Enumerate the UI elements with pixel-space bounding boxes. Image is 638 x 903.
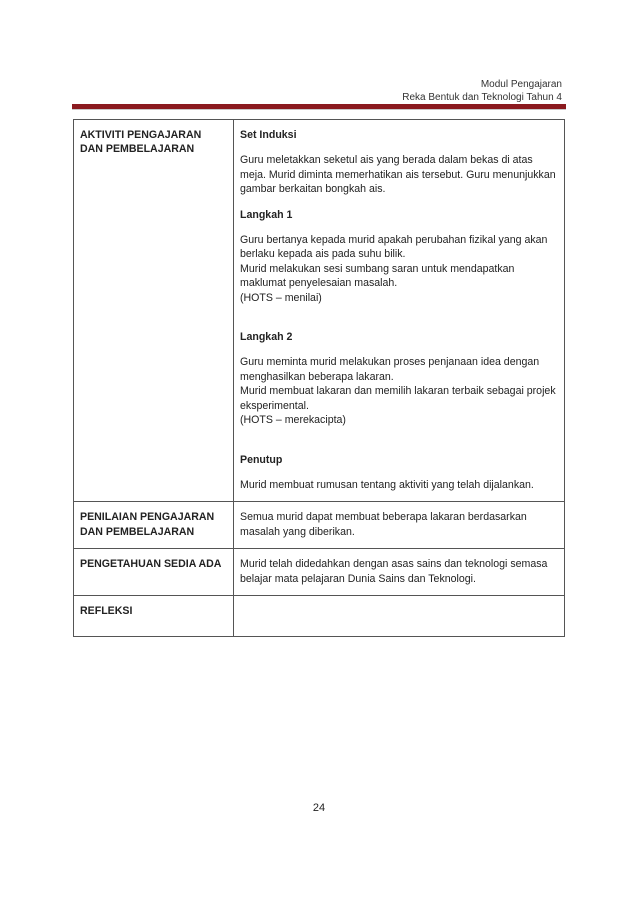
langkah2-line1: Guru meminta murid melakukan proses penjanaan idea dengan menghasilkan beberapa lakaran. [240,356,540,383]
langkah2-line3: (HOTS – merekacipta) [240,414,346,427]
table-row-activity [74,120,565,502]
activity-label: AKTIVITI PENGAJARAN DAN PEMBELAJARAN [74,120,234,502]
penutup-title: Penutup [240,453,283,466]
page-number: 24 [312,802,326,814]
table-row-assessment [74,502,565,549]
penutup-text: Murid membuat rumusan tentang aktiviti yang telah dijalankan. [240,478,534,491]
table-row-reflection [74,595,565,636]
langkah1-text [240,233,558,305]
reflection-text [234,595,565,636]
activity-content [234,120,565,502]
lesson-table [73,119,565,637]
subject-title: Reka Bentuk dan Teknologi Tahun 4 [402,92,562,103]
module-title: Modul Pengajaran [480,79,562,90]
langkah1-title: Langkah 1 [240,208,293,221]
langkah1-line1: Guru bertanya kepada murid apakah perubahan fizikal yang akan berlaku kepada ais pada suhu bilik. [240,234,548,261]
set-induksi-title: Set Induksi [240,129,297,141]
langkah2-text [240,355,558,427]
langkah1-line2: Murid melakukan sesi sumbang saran untuk mendapatkan maklumat penyelesaian masalah. [240,262,515,290]
reflection-label: REFLEKSI [74,595,234,636]
set-induksi-text: Guru meletakkan seketul ais yang berada dalam bekas di atas meja. Murid diminta memerhatikan ais tersebut. Guru menunjukkan gambar berkaitan bongkah ais. [240,154,556,196]
langkah2-line2: Murid membuat lakaran dan memilih lakaran terbaik sebagai projek eksperimental. [240,385,556,412]
langkah1-line3: (HOTS – menilai) [240,291,322,304]
header-rule [72,104,566,110]
assessment-label: PENILAIAN PENGAJARAN DAN PEMBELAJARAN [74,502,234,549]
prior-knowledge-label: PENGETAHUAN SEDIA ADA [74,549,234,596]
page-header [402,78,562,104]
assessment-text: Semua murid dapat membuat beberapa lakaran berdasarkan masalah yang diberikan. [234,502,565,549]
langkah2-title: Langkah 2 [240,331,293,344]
prior-knowledge-text: Murid telah didedahkan dengan asas sains dan teknologi semasa belajar mata pelajaran Dunia Sains dan Teknologi. [234,549,565,596]
table-row-prior-knowledge [74,549,565,596]
